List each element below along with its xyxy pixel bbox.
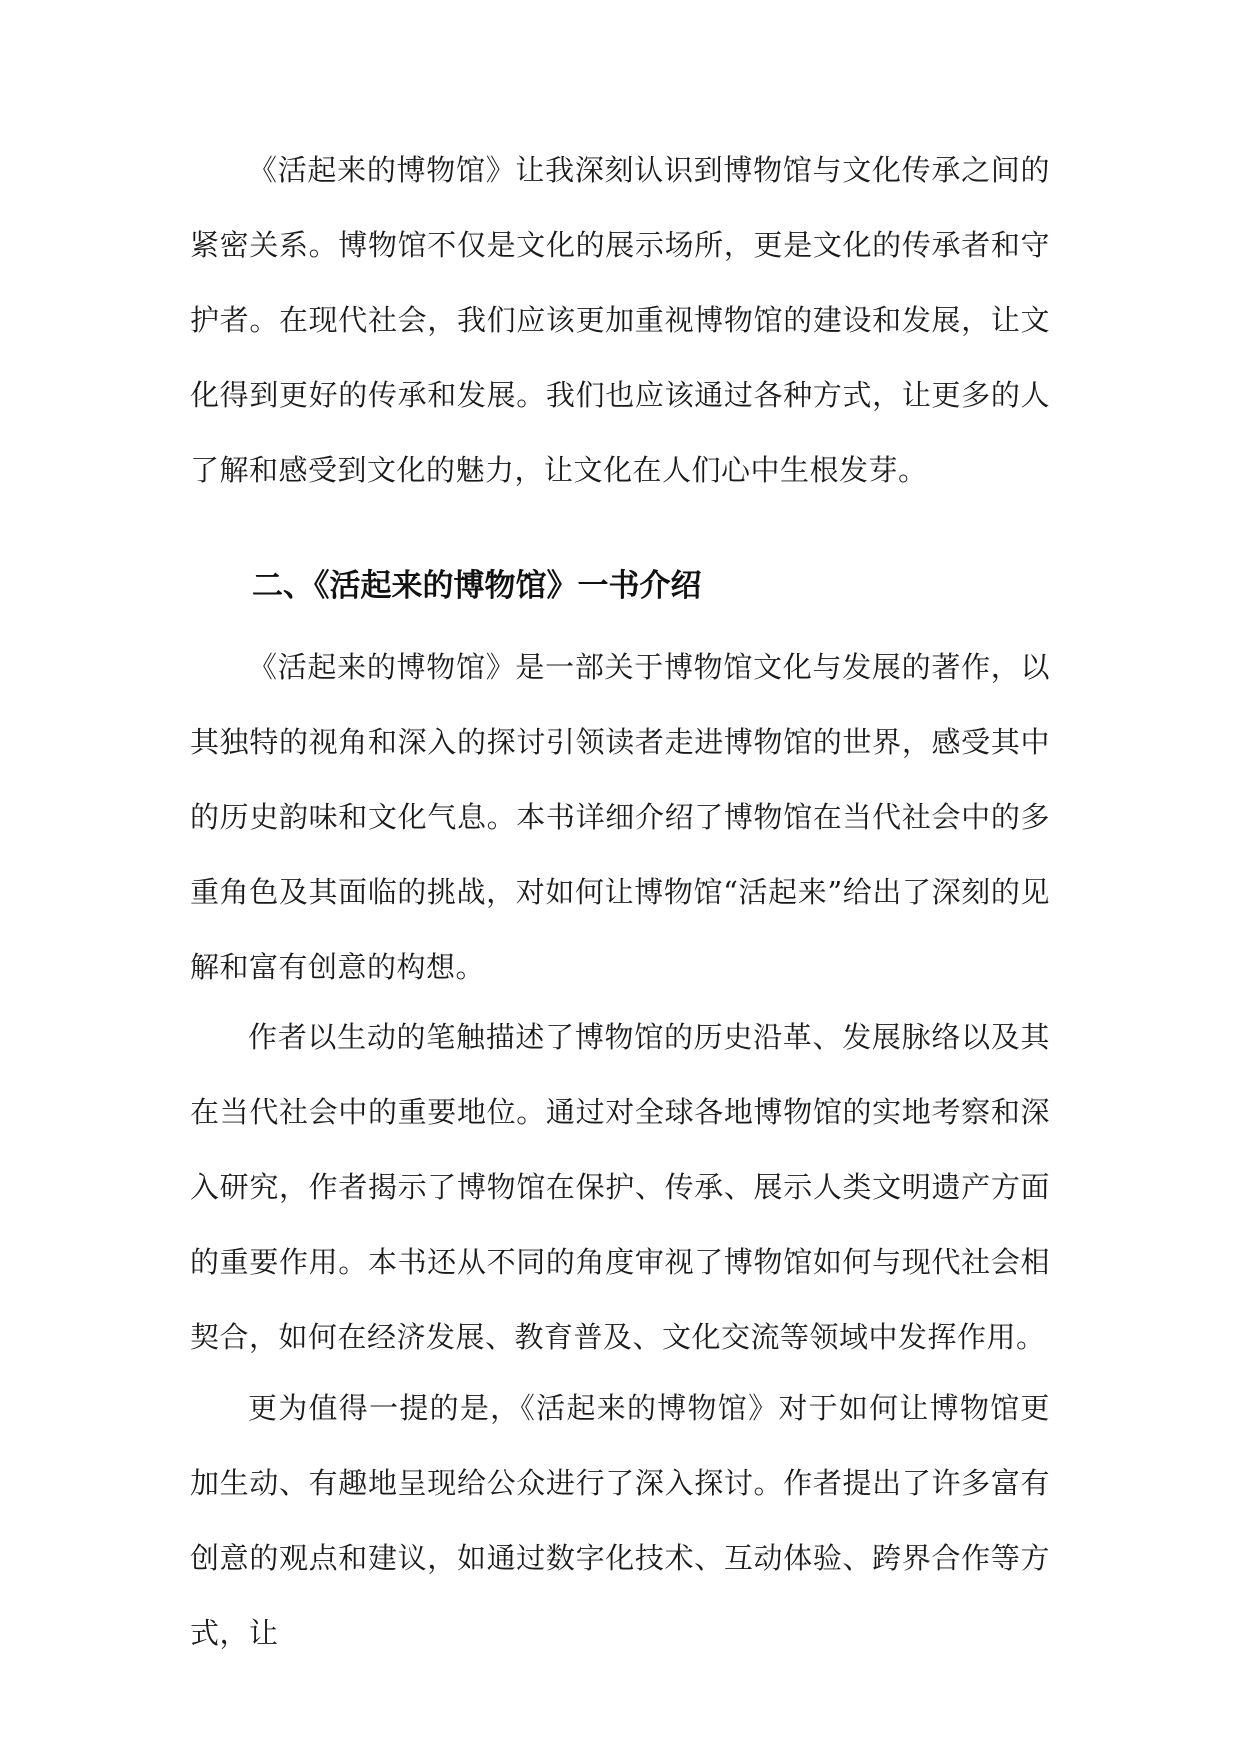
body-paragraph-4: 更为值得一提的是，《活起来的博物馆》对于如何让博物馆更加生动、有趣地呈现给公众进行了深入探讨。作者提出了许多富有创意的观点和建议，如通过数字化技术、互动体验、跨界合作等方式，让 xyxy=(190,1391,1050,1650)
section-heading: 二、《活起来的博物馆》一书介绍 xyxy=(252,568,702,604)
body-paragraph-2: 《活起来的博物馆》是一部关于博物馆文化与发展的著作，以其独特的视角和深入的探讨引领读者走进博物馆的世界，感受其中的历史韵味和文化气息。本书详细介绍了博物馆在当代社会中的多重角色及其面临的挑战，对如何让博物馆“活起来”给出了深刻的见解和富有创意的构想。 xyxy=(190,650,1050,984)
body-paragraph-1: 《活起来的博物馆》让我深刻认识到博物馆与文化传承之间的紧密关系。博物馆不仅是文化的展示场所，更是文化的传承者和守护者。在现代社会，我们应该更加重视博物馆的建设和发展，让文化得到更好的传承和发展。我们也应该通过各种方式，让更多的人了解和感受到文化的魅力，让文化在人们心中生根发芽。 xyxy=(190,153,1050,487)
body-paragraph-3: 作者以生动的笔触描述了博物馆的历史沿革、发展脉络以及其在当代社会中的重要地位。通过对全球各地博物馆的实地考察和深入研究，作者揭示了博物馆在保护、传承、展示人类文明遗产方面的重要作用。本书还从不同的角度审视了博物馆如何与现代社会相契合，如何在经济发展、教育普及、文化交流等领域中发挥作用。 xyxy=(190,1020,1050,1354)
